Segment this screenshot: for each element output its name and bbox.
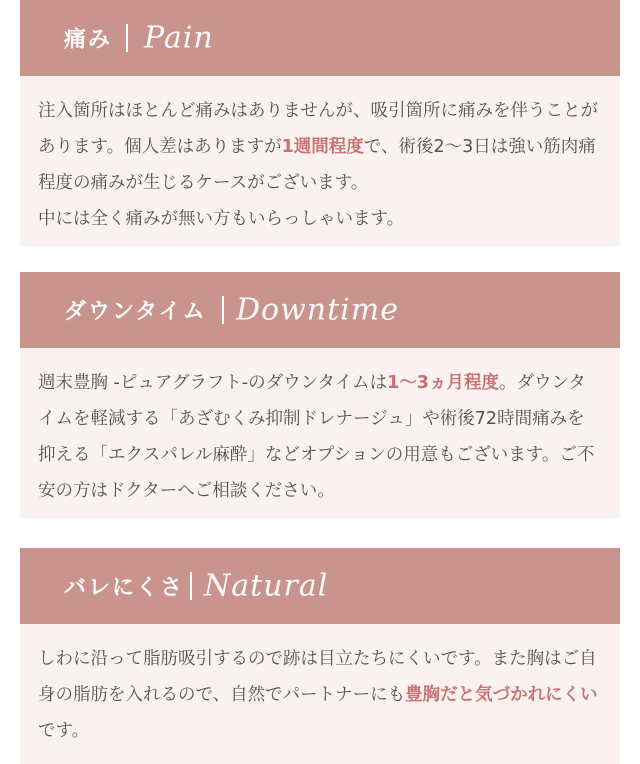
section-title: ダウンタイム bbox=[64, 299, 207, 325]
section-header-downtime bbox=[20, 272, 620, 348]
title-divider bbox=[190, 572, 192, 600]
section-downtime bbox=[20, 272, 620, 518]
section-header-natural bbox=[20, 548, 620, 624]
section-script-title: Pain bbox=[144, 20, 214, 56]
body-text: 週末豊胸 -ピュアグラフト-のダウンタイムは bbox=[38, 373, 388, 393]
section-header-pain bbox=[20, 0, 620, 76]
section-script-title: Natural bbox=[204, 568, 329, 604]
body-text: 中には全く痛みが無い方もいらっしゃいます。 bbox=[38, 209, 405, 229]
highlight-text: 豊胸だと気づかれにくい bbox=[405, 685, 598, 705]
section-pain bbox=[20, 0, 620, 246]
section-title: 痛み bbox=[64, 27, 113, 53]
section-natural bbox=[20, 548, 620, 764]
body-text: です。 bbox=[38, 721, 90, 741]
section-title: バレにくさ bbox=[64, 575, 185, 601]
section-body bbox=[20, 348, 620, 518]
section-script-title: Downtime bbox=[236, 292, 399, 328]
body-text: 。ダウンタイムを軽減する「あざむくみ抑制ドレナージュ」や術後72時間痛みを抑える「エクスパレル麻酔」などオプションの用意もございます。ご不安の方はドクターへご相談ください。 bbox=[38, 373, 595, 501]
section-body bbox=[20, 76, 620, 246]
highlight-text: 1週間程度 bbox=[281, 137, 364, 157]
body-text: で、術後2〜3日は強い筋肉痛程度の痛みが生じるケースがございます。 bbox=[38, 137, 596, 193]
title-divider bbox=[126, 24, 128, 52]
section-body bbox=[20, 624, 620, 764]
body-text: 注入箇所はほとんど痛みはありませんが、吸引箇所に痛みを伴うことがあります。個人差はありますが bbox=[38, 101, 598, 157]
highlight-text: 1〜3ヵ月程度 bbox=[387, 373, 499, 393]
body-text: しわに沿って脂肪吸引するので跡は目立たちにくいです。また胸はご自身の脂肪を入れるので、自然でパートナーにも bbox=[38, 649, 597, 705]
title-divider bbox=[222, 296, 224, 324]
